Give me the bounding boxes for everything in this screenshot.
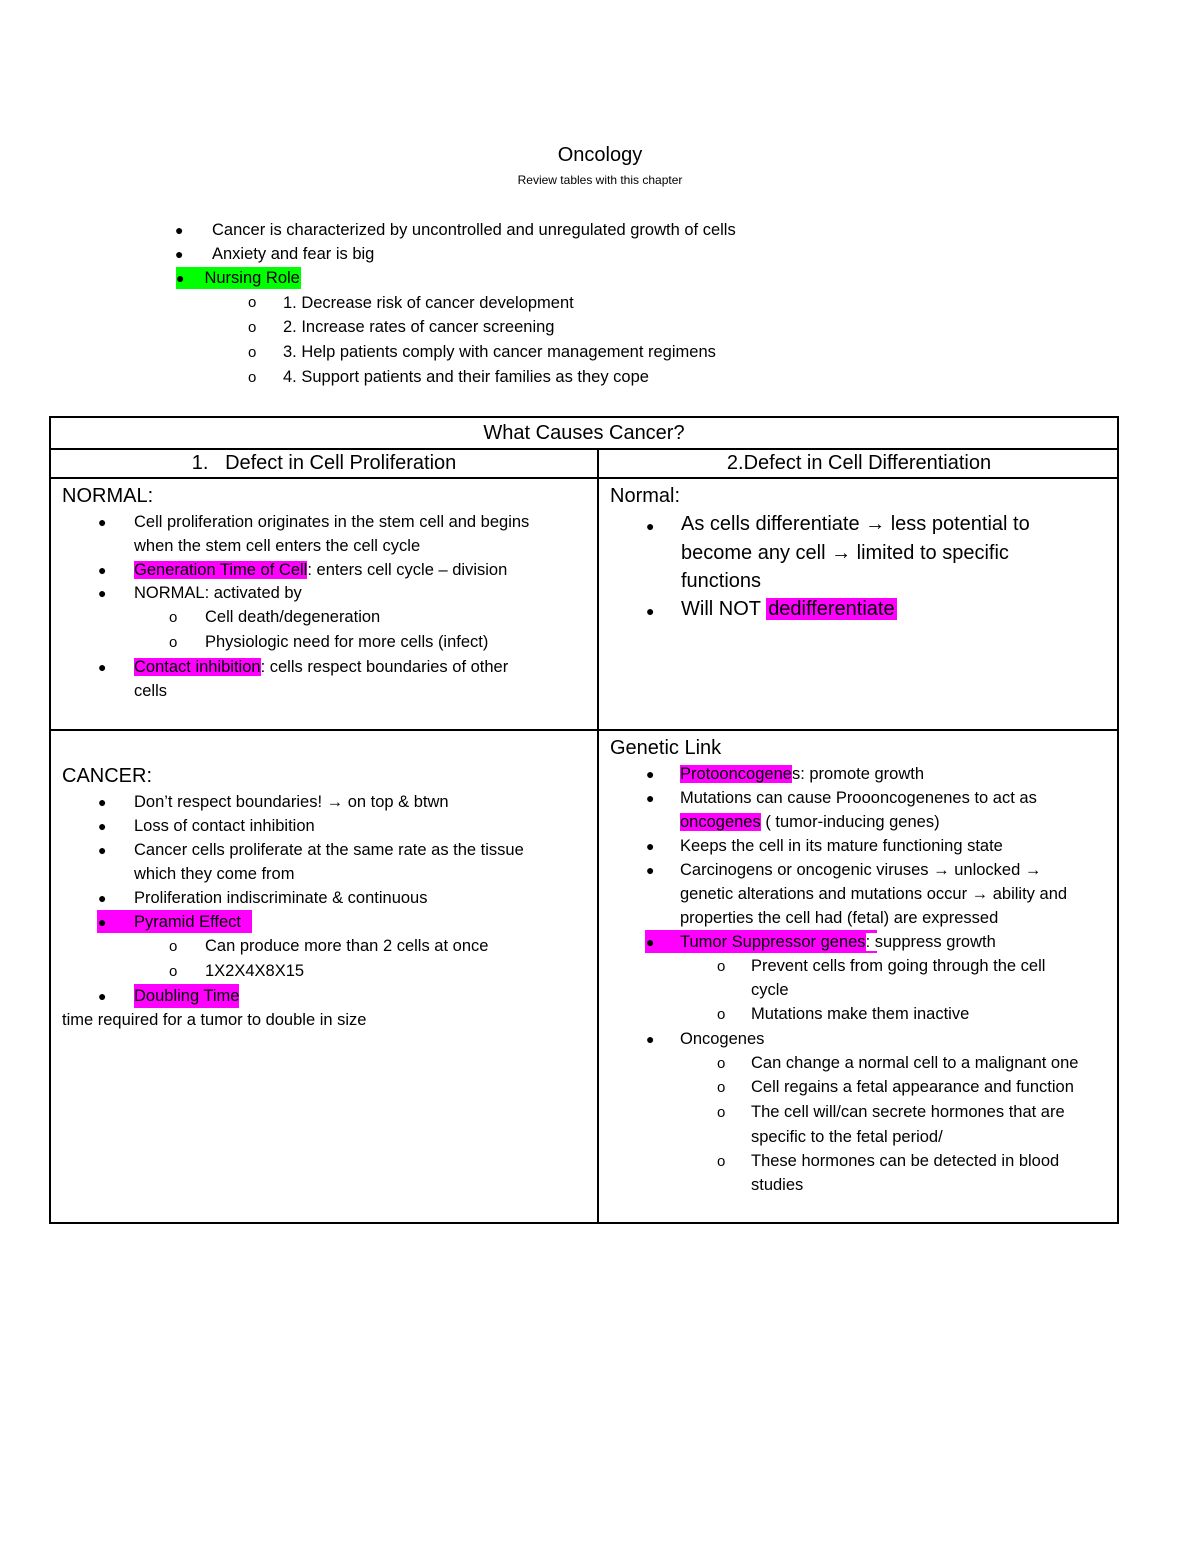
bullet-icon: ●	[98, 585, 107, 601]
intro-bullet: Cancer is characterized by uncontrolled and unregulated growth of cells	[212, 221, 736, 239]
cell-heading: Genetic Link	[610, 737, 722, 759]
bullet-icon: ●	[646, 838, 655, 854]
page-title: Oncology	[557, 144, 643, 166]
sub-bullet-icon: o	[169, 938, 178, 955]
sub-bullet-icon: o	[169, 609, 178, 626]
bullet-icon: ●	[646, 862, 655, 878]
list-item-text: Will NOT	[681, 598, 767, 620]
highlight-term: Contact inhibition	[134, 658, 261, 676]
sub-list-item: Can produce more than 2 cells at once	[205, 937, 489, 955]
sub-list-item: Cell death/degeneration	[205, 608, 381, 626]
sub-bullet-icon: o	[717, 1153, 726, 1170]
column-header-differentiation: 2.Defect in Cell Differentiation	[726, 452, 992, 474]
bullet-icon: ●	[646, 766, 655, 782]
list-item	[680, 930, 996, 954]
normal-proliferation-cell	[62, 482, 587, 750]
nursing-role-item: 4. Support patients and their families as they cope	[283, 368, 649, 386]
sub-bullet-icon: o	[248, 369, 257, 386]
bullet-icon: ●	[646, 934, 655, 950]
list-item: Cell proliferation originates in the stem cell and begins	[134, 513, 530, 531]
bullet-icon: ●	[98, 988, 107, 1004]
term-definition: time required for a tumor to double in size	[62, 1011, 367, 1029]
cell-heading: NORMAL:	[62, 485, 154, 507]
sub-list-item: These hormones can be detected in blood	[751, 1152, 1060, 1170]
list-item: Mutations can cause Proooncogenenes to act as	[680, 789, 1037, 807]
sub-bullet-icon: o	[248, 294, 257, 311]
nursing-role-item: 3. Help patients comply with cancer management regimens	[283, 343, 716, 361]
cancer-proliferation-cell	[62, 762, 587, 1050]
bullet-icon: ●	[98, 842, 107, 858]
bullet-icon: ●	[646, 790, 655, 806]
bullet-icon: ●	[98, 890, 107, 906]
nursing-role-highlight	[176, 267, 301, 289]
sub-bullet-icon: o	[248, 319, 257, 336]
divider	[597, 449, 599, 1222]
list-item: Don’t respect boundaries! → on top & btwn	[134, 793, 449, 811]
bullet-icon: ●	[175, 246, 184, 262]
term-definition: : suppress growth	[865, 933, 996, 951]
sub-bullet-icon: o	[717, 1104, 726, 1121]
sub-bullet-icon: o	[169, 963, 178, 980]
bullet-icon: ●	[98, 914, 107, 930]
column-header-proliferation	[51, 452, 597, 475]
sub-list-item: specific to the fetal period/	[751, 1128, 943, 1146]
list-item: genetic alterations and mutations occur → ability and	[680, 885, 1068, 903]
sub-list-item: studies	[751, 1176, 804, 1194]
list-item: cells	[134, 682, 168, 700]
divider	[51, 448, 1117, 450]
sub-list-item: Mutations make them inactive	[751, 1005, 970, 1023]
nursing-role-item: 1. Decrease risk of cancer development	[283, 294, 574, 312]
sub-list-item: cycle	[751, 981, 789, 999]
highlight-term: oncogenes	[680, 813, 761, 831]
sub-list-item: 1X2X4X8X15	[205, 962, 305, 980]
term-definition: : cells respect boundaries of other	[260, 658, 509, 676]
term-definition: : enters cell cycle – division	[307, 561, 508, 579]
list-item: Loss of contact inhibition	[134, 817, 315, 835]
highlight-term: Tumor Suppressor genes	[680, 933, 866, 951]
nursing-role-item: 2. Increase rates of cancer screening	[283, 318, 555, 336]
bullet-icon: ●	[175, 222, 184, 238]
bullet-icon: ●	[98, 794, 107, 810]
bullet-icon: ●	[98, 818, 107, 834]
page-subtitle: Review tables with this chapter	[517, 173, 683, 187]
list-item: Keeps the cell in its mature functioning state	[680, 837, 1003, 855]
list-item: Oncogenes	[680, 1030, 765, 1048]
column-number: 1.	[191, 452, 209, 474]
list-item	[681, 595, 897, 623]
highlight-term: Generation Time of Cell	[134, 561, 308, 579]
sub-bullet-icon: o	[717, 1055, 726, 1072]
list-item: As cells differentiate → less potential to	[681, 513, 1030, 535]
genetic-link-cell	[610, 734, 1115, 1212]
bullet-icon: ●	[98, 514, 107, 530]
bullet-icon: ●	[98, 562, 107, 578]
intro-bullet: Anxiety and fear is big	[212, 245, 375, 263]
list-item: functions	[681, 570, 762, 592]
list-item: Cancer cells proliferate at the same rate as the tissue	[134, 841, 524, 859]
sub-bullet-icon: o	[717, 1006, 726, 1023]
divider	[51, 477, 1117, 479]
term-definition: ( tumor-inducing genes)	[760, 813, 940, 831]
cell-heading: Normal:	[610, 485, 681, 507]
list-item: NORMAL: activated by	[134, 584, 302, 602]
bullet-icon: ●	[646, 1031, 655, 1047]
column-header-text: Defect in Cell Proliferation	[225, 452, 457, 474]
bullet-icon: ●	[98, 659, 107, 675]
table-title: What Causes Cancer?	[483, 422, 685, 444]
highlight-term: Protooncogene	[680, 765, 792, 783]
sub-bullet-icon: o	[169, 634, 178, 651]
highlight-term: Doubling Time	[134, 984, 239, 1008]
list-item: Carcinogens or oncogenic viruses → unlocked →	[680, 861, 1042, 879]
sub-list-item: Prevent cells from going through the cell	[751, 957, 1046, 975]
list-item	[134, 558, 507, 582]
list-item: properties the cell had (fetal) are expressed	[680, 909, 999, 927]
sub-bullet-icon: o	[248, 344, 257, 361]
list-item: when the stem cell enters the cell cycle	[134, 537, 421, 555]
sub-bullet-icon: o	[717, 958, 726, 975]
intro-bullet: Nursing Role	[204, 269, 300, 287]
bullet-icon: ●	[646, 518, 655, 534]
sub-list-item: Cell regains a fetal appearance and function	[751, 1078, 1074, 1096]
cell-heading: CANCER:	[62, 765, 153, 787]
bullet-icon: ●	[176, 270, 185, 286]
list-item: become any cell → limited to specific	[681, 542, 1009, 564]
list-item: Proliferation indiscriminate & continuous	[134, 889, 428, 907]
list-item	[680, 810, 940, 834]
list-item	[680, 762, 924, 786]
causes-table	[49, 416, 1119, 1224]
sub-list-item: Physiologic need for more cells (infect)	[205, 633, 489, 651]
list-item: which they come from	[134, 865, 295, 883]
sub-list-item: Can change a normal cell to a malignant one	[751, 1054, 1079, 1072]
highlight-term: Pyramid Effect	[134, 913, 241, 931]
normal-differentiation-cell	[610, 482, 1110, 630]
bullet-icon: ●	[646, 603, 655, 619]
sub-list-item: The cell will/can secrete hormones that are	[751, 1103, 1065, 1121]
highlight-term: dedifferentiate	[768, 598, 895, 620]
term-definition: s: promote growth	[791, 765, 924, 783]
list-item	[134, 655, 508, 679]
sub-bullet-icon: o	[717, 1079, 726, 1096]
